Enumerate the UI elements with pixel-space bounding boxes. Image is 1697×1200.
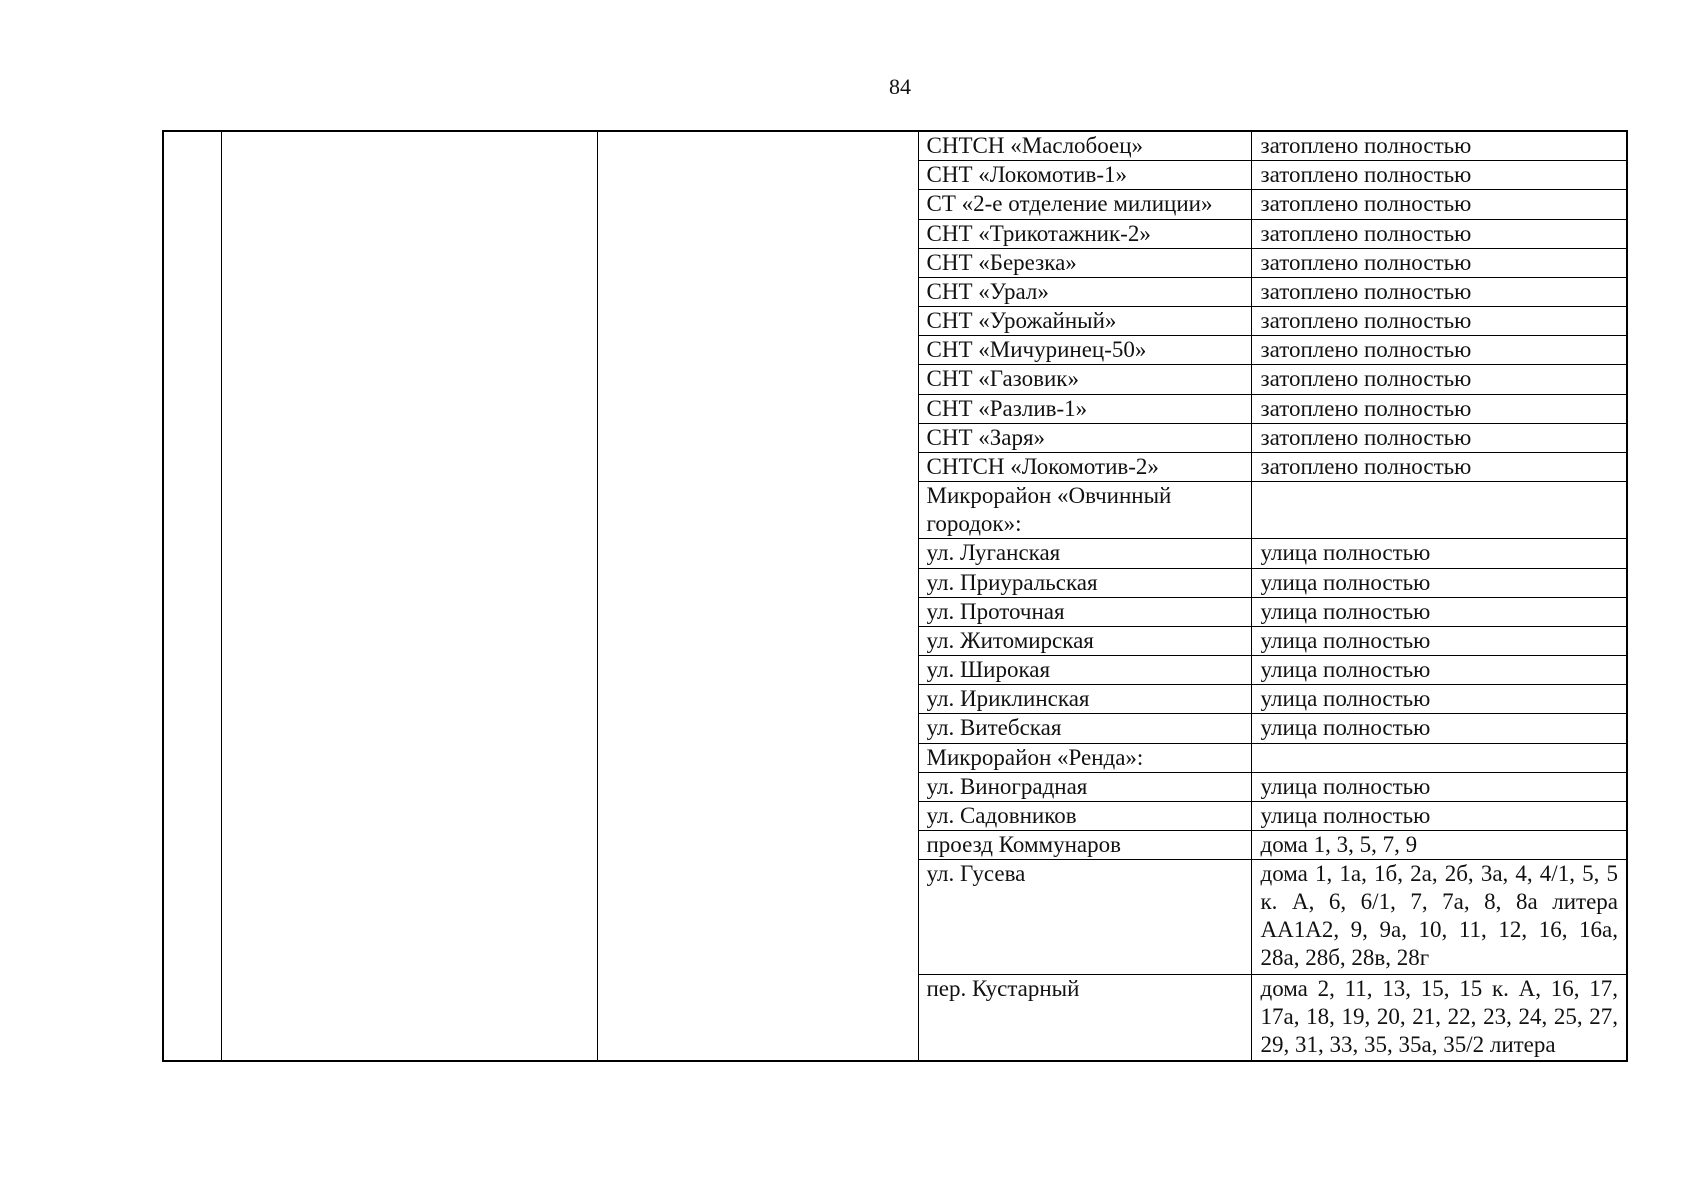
object-name-cell: ул. Луганская xyxy=(918,539,1251,568)
flood-status-cell: улица полностью xyxy=(1251,626,1627,655)
object-name-cell: ул. Широкая xyxy=(918,656,1251,685)
flood-status-cell xyxy=(1251,743,1627,772)
house-list-cell: дома 1, 1а, 1б, 2а, 2б, 3а, 4, 4/1, 5, 5 к. А, 6, 6/1, 7, 7а, 8, 8а литера АА1А2, 9, 9а, 10, 11, 12, 16, 16а, 28а, 28б, 28в, 28г xyxy=(1251,860,1627,975)
flood-status-cell: затоплено полностью xyxy=(1251,248,1627,277)
flood-status-cell xyxy=(1251,482,1627,539)
object-name-cell: ул. Садовников xyxy=(918,801,1251,830)
flood-status-cell: затоплено полностью xyxy=(1251,394,1627,423)
flood-status-cell: затоплено полностью xyxy=(1251,219,1627,248)
flood-status-cell: затоплено полностью xyxy=(1251,161,1627,190)
object-name-cell: ул. Ириклинская xyxy=(918,685,1251,714)
flood-status-cell: улица полностью xyxy=(1251,772,1627,801)
object-name-cell: СНТ «Урожайный» xyxy=(918,307,1251,336)
object-name-cell: СНТ «Газовик» xyxy=(918,365,1251,394)
flood-status-cell: затоплено полностью xyxy=(1251,423,1627,452)
object-name-cell: СНТ «Березка» xyxy=(918,248,1251,277)
flood-status-cell: затоплено полностью xyxy=(1251,452,1627,481)
object-name-cell: ул. Житомирская xyxy=(918,626,1251,655)
flood-status-cell: затоплено полностью xyxy=(1251,131,1627,161)
object-name-cell: проезд Коммунаров xyxy=(918,831,1251,860)
microdistrict-heading-cell: Микрорайон «Ренда»: xyxy=(918,743,1251,772)
flood-status-cell: улица полностью xyxy=(1251,714,1627,743)
microdistrict-heading-cell: Микрорайон «Овчинный городок»: xyxy=(918,482,1251,539)
flood-status-cell: улица полностью xyxy=(1251,656,1627,685)
flood-status-cell: улица полностью xyxy=(1251,597,1627,626)
object-name-cell: ул. Витебская xyxy=(918,714,1251,743)
flood-status-cell: дома 1, 3, 5, 7, 9 xyxy=(1251,831,1627,860)
flood-status-cell: затоплено полностью xyxy=(1251,190,1627,219)
object-name-cell: СНТ «Локомотив-1» xyxy=(918,161,1251,190)
data-table xyxy=(162,130,1628,1062)
object-name-cell: СНТСН «Локомотив-2» xyxy=(918,452,1251,481)
table-row xyxy=(163,131,1627,161)
flood-status-cell: улица полностью xyxy=(1251,539,1627,568)
object-name-cell: СНТСН «Маслобоец» xyxy=(918,131,1251,161)
object-name-cell: СНТ «Урал» xyxy=(918,277,1251,306)
object-name-cell: СТ «2-е отделение милиции» xyxy=(918,190,1251,219)
number-column-cell xyxy=(163,131,221,1061)
flood-status-cell: улица полностью xyxy=(1251,568,1627,597)
flood-status-cell: затоплено полностью xyxy=(1251,336,1627,365)
object-name-cell: СНТ «Разлив-1» xyxy=(918,394,1251,423)
district-column-cell xyxy=(221,131,597,1061)
flood-status-cell: затоплено полностью xyxy=(1251,277,1627,306)
object-name-cell: СНТ «Заря» xyxy=(918,423,1251,452)
object-name-cell: СНТ «Трикотажник-2» xyxy=(918,219,1251,248)
object-name-cell: ул. Проточная xyxy=(918,597,1251,626)
flood-status-cell: затоплено полностью xyxy=(1251,307,1627,336)
object-name-cell: пер. Кустарный xyxy=(918,974,1251,1061)
flood-status-cell: улица полностью xyxy=(1251,685,1627,714)
object-name-cell: ул. Гусева xyxy=(918,860,1251,975)
page-number: 84 xyxy=(889,74,911,99)
flood-status-cell: улица полностью xyxy=(1251,801,1627,830)
house-list-cell: дома 2, 11, 13, 15, 15 к. А, 16, 17, 17а, 18, 19, 20, 21, 22, 23, 24, 25, 27, 29, 31, 33, 35, 35а, 35/2 литера xyxy=(1251,974,1627,1061)
object-name-cell: СНТ «Мичуринец-50» xyxy=(918,336,1251,365)
object-name-cell: ул. Виноградная xyxy=(918,772,1251,801)
flood-status-cell: затоплено полностью xyxy=(1251,365,1627,394)
settlement-column-cell xyxy=(597,131,918,1061)
object-name-cell: ул. Приуральская xyxy=(918,568,1251,597)
